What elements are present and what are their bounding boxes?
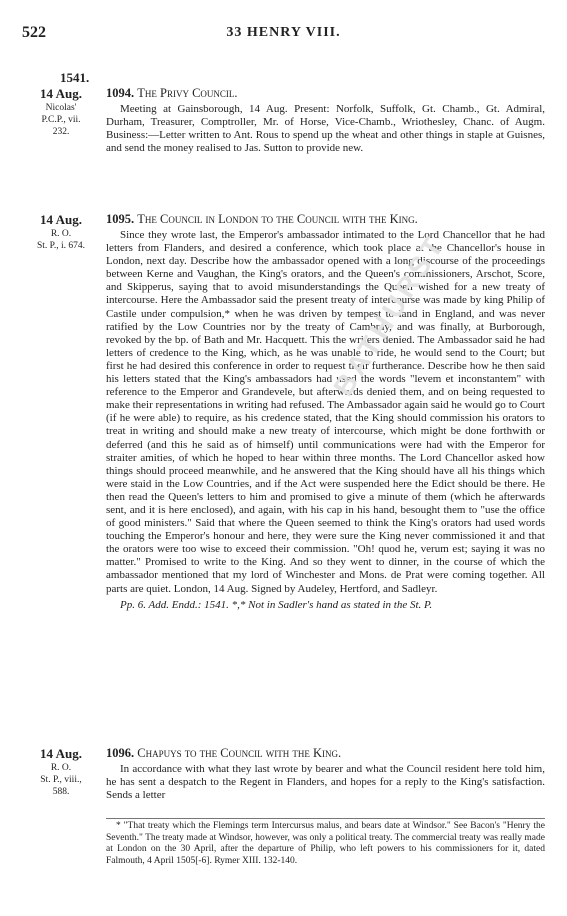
entry-title-text: The Council in London to the Council with the King. xyxy=(137,212,418,226)
entry-body xyxy=(106,86,545,155)
footnote: * "That treaty which the Flemings term Intercursus malus, and bears date at Windsor." See Bacon's "Henry the Seventh." The treaty made at Windsor, however, was only a political treaty. The commercial treaty was really made at London on the 30 April, after the departure of Philip, who left powers to his commissioners for it, dated Falmouth, 4 April 1505[-6]. Rymer XIII. 132-140. xyxy=(106,821,545,866)
entry-1095 xyxy=(22,212,545,787)
source-line: Nicolas' xyxy=(45,103,77,113)
entry-number: 1095. xyxy=(106,212,135,226)
entry-1096 xyxy=(22,746,545,810)
source-line: St. P., i. 674. xyxy=(36,241,86,251)
entry-paragraph: In accordance with what they last wrote by bearer and what the Council resident here told him, he has sent a despatch to the Regent in Flanders, and hopes for a reply to the King's satisfaction. Sends a letter xyxy=(106,763,545,802)
entry-title xyxy=(106,86,545,101)
source-line: St. P., viii., xyxy=(40,775,82,785)
entry-date: 14 Aug. xyxy=(40,86,82,101)
entry-margin xyxy=(22,746,100,798)
entry-title xyxy=(106,746,545,761)
year-heading: 1541. xyxy=(60,70,90,85)
source-line: 232. xyxy=(52,127,70,137)
footnotes xyxy=(106,818,545,867)
source-line: R. O. xyxy=(50,229,72,239)
entry-body xyxy=(106,746,545,802)
page-header xyxy=(22,24,545,46)
watermark: BATHURST xyxy=(327,228,452,402)
source-line: 588. xyxy=(52,787,70,797)
source-line: P.C.P., vii. xyxy=(41,115,81,125)
entry-date: 14 Aug. xyxy=(40,746,82,761)
entry-title-text: The Privy Council. xyxy=(137,86,238,100)
entry-title xyxy=(106,212,545,227)
entry-endnote: Pp. 6. Add. Endd.: 1541. *,* Not in Sadler's hand as stated in the St. P. xyxy=(120,598,433,611)
entry-1094 xyxy=(22,86,545,160)
entry-paragraph: Since they wrote last, the Emperor's ambassador intimated to the Lord Chancellor that he had letters from Flanders, and desired a conference, which took place at the Chancellor's house in London, next day. Describe how the ambassador opened with a long discourse of the proceedings between Kerne and Vaughan, the King's orators, and the Queen's commissioners, Arschot, Score, and Skipperus, saying that to avoid misunderstandings the Queen wished for a new treaty of intercourse. Here the Ambassador said the present treaty of intercourse was made by king Philip of Castile under compulsion,* when he was driven by tempest to land in England, and was never ratified by the Low Countries nor by the treaty of Cambray, and was finally, at Burborough, revoked by the bp. of Bath and Mr. Hacquett. This the writers denied. The Ambassador said he had letters of credence to the King, which, as he was unable to ride, he would send to the Court; but first he had desired this conference in order to request their furtherance. Describe how he then said his letters stated that the King's ambassadors had used the words "levem et inconstantem" with reference to the Emperor and Grandevele, but afterwards denied them, and on being requested to make their representations in writing had refused. The Ambassador again said he would go to Court (if he were able) to require, as his credence stated, that the King should commission his orators to treat in writing and should make a new treaty of intercourse, which might be done forthwith or deferred (and this he said as of himself) until communications were had with the Emperor for straiter amities, of which he hoped to hear within three months. The Lord Chancellor asked how things should proceed meanwhile, and he answered that the King should have all his things which were staid in the Low Countries, and if the Act were suspended here the Edict should be there. He then read the Queen's letters to him and promised to give a minute of them (which he afterwards sent, and it is here enclosed), and again, with his cap in his hand, besought them to "use the office of good ministers." Said that where the Queen seemed to think the King's orators had used words touching the Emperor's honour and here, they were sure the King never commissioned it and that the orators were too wise to exceed their commission. "Oh! quod he, verum est; saying it was no matter." Promised to write to the King. And so they went to dinner, in the course of which the ambassador mentioned that my lord of Winchester and Mons. de Prat were coming together. All parts are quiet. London, 14 Aug. Signed by Audeley, Hertford, and Sadleyr. xyxy=(106,229,545,595)
entry-number: 1096. xyxy=(106,746,135,760)
entry-date: 14 Aug. xyxy=(40,212,82,227)
entry-number: 1094. xyxy=(106,86,135,100)
entry-body xyxy=(106,212,545,612)
entry-margin xyxy=(22,86,100,138)
running-head: 33 HENRY VIII. xyxy=(226,25,341,40)
source-line: R. O. xyxy=(50,763,72,773)
page-number: 522 xyxy=(22,24,46,41)
entry-paragraph: Meeting at Gainsborough, 14 Aug. Present: Norfolk, Suffolk, Gt. Chamb., Gt. Admiral, Durham, Treasurer, Comptroller, Mr. of Horse, Vice-Chamb., Wriothesley, Chanc. of Augm. Business:—Letter written to Ant. Rous to spend up the wheat and other things in staple at Guisnes, and send the money realised to Jas. Sutton to provide new. xyxy=(106,103,545,155)
entry-title-text: Chapuys to the Council with the King. xyxy=(137,746,342,760)
entry-margin xyxy=(22,212,100,252)
